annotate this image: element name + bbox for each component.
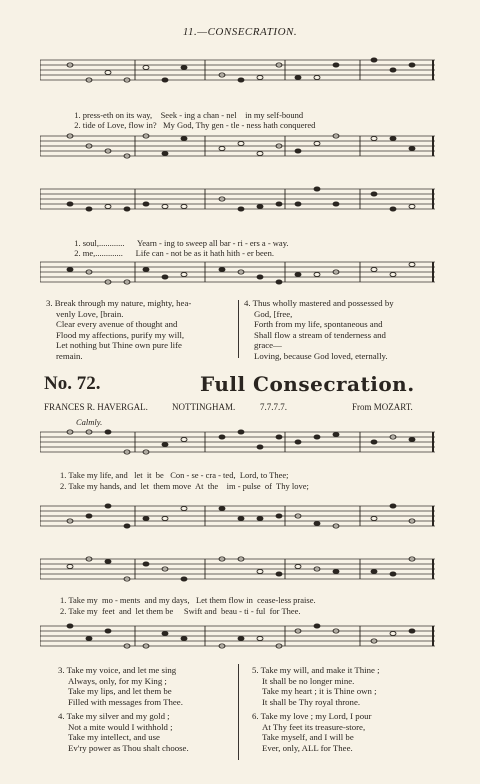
music-staff [40,502,435,532]
lyric-line: 2. me,............. Life can - not be as it hath hith - er been. [74,248,274,258]
verse-4: 4. Take my silver and my gold ; Not a mite would I withhold ; Take my intellect, and use Ev'ry power as Thou shalt choose. [58,711,189,753]
music-staff [40,185,435,215]
music-staff [40,132,435,162]
music-staff [40,555,435,585]
music-staff [40,622,435,652]
verse-6: 6. Take my love ; my Lord, I pour At Thy feet its treasure-store, Take myself, and I will be Ever, only, ALL for Thee. [252,711,372,753]
lyric-line: 2. Take my hands, and let them move At the im - pulse of Thy love; [60,481,309,491]
hymn-composer: From MOZART. [352,402,413,412]
lyric-line: 2. Take my feet and let them be Swift and beau - ti - ful for Thee. [60,606,301,616]
section-header: 11.—CONSECRATION. [182,26,298,38]
lyric-line: 1. press-eth on its way, Seek - ing a chan - nel in my self-bound [74,110,304,120]
verse-4-top: 4. Thus wholly mastered and possessed by God, [free, Forth from my life, spontaneous and Shall flow a stream of tenderness and grace— Loving, because God loved, eternally. [244,298,394,361]
hymn-title: Full Consecration. [200,372,415,396]
column-divider [238,300,239,358]
music-staff [40,428,435,458]
hymn-tune: NOTTINGHAM. [172,402,236,412]
lyric-line: 1. Take my mo - ments and my days, Let them flow in cease-less praise. [60,595,316,605]
tempo-marking: Calmly. [76,417,103,427]
lyric-line: 2. tide of Love, flow in? My God, Thy gen - tle - ness hath conquered [74,120,316,130]
lyric-line: 1. Take my life, and let it be Con - se - cra - ted, Lord, to Thee; [60,470,289,480]
column-divider [238,664,239,760]
verse-3: 3. Take my voice, and let me sing Always, only, for my King ; Take my lips, and let them be Filled with messages from Thee. [58,665,183,707]
verse-3-top: 3. Break through my nature, mighty, hea- venly Love, [brain. Clear every avenue of thought and Flood my affections, purify my will, Let nothing but Thine own pure life remain. [46,298,192,361]
hymn-author: FRANCES R. HAVERGAL. [44,402,148,412]
hymn-number: No. 72. [44,373,101,394]
music-staff [40,56,435,86]
hymn-meter: 7.7.7.7. [260,402,287,412]
verse-5: 5. Take my will, and make it Thine ; It shall be no longer mine. Take my heart ; it is Thine own ; It shall be Thy royal throne. [252,665,380,707]
music-staff [40,258,435,288]
lyric-line: 1. soul,............ Yearn - ing to sweep all bar - ri - ers a - way. [74,238,289,248]
